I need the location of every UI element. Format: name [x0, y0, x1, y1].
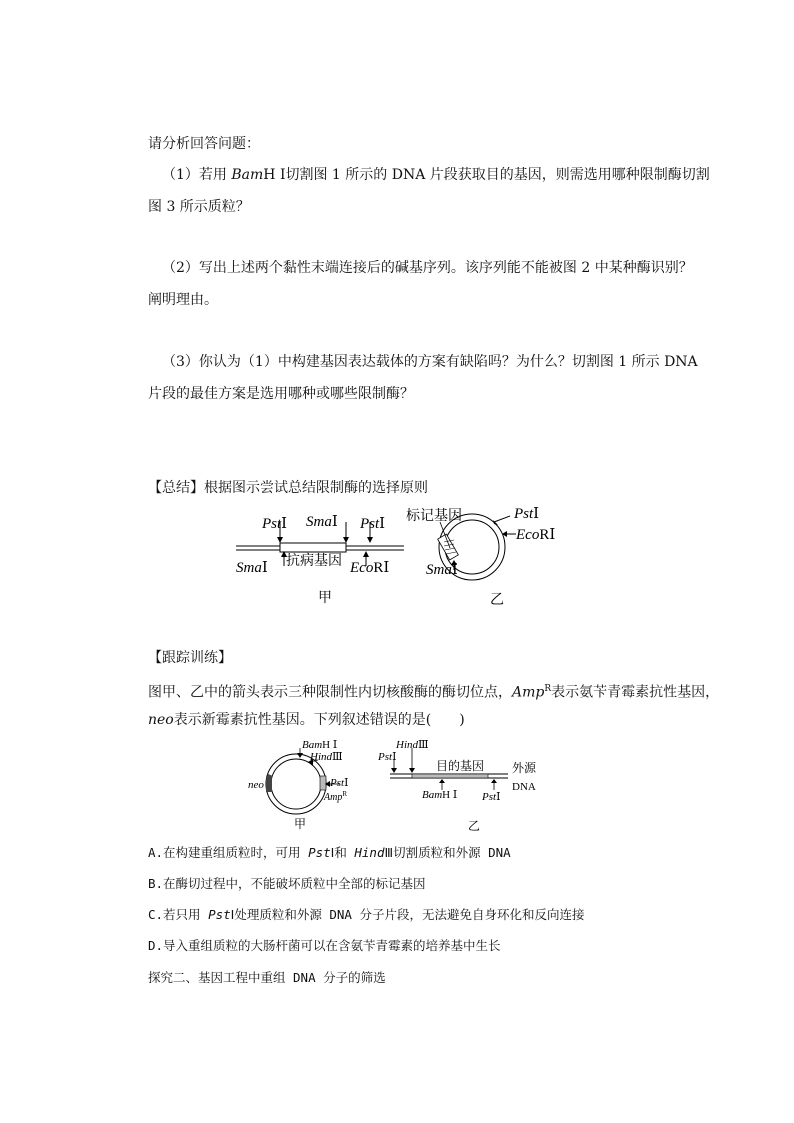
- label-marker-gene: 标记基因: [406, 509, 462, 524]
- label-sma-2: SmaⅠ: [236, 560, 268, 576]
- training-line-1: 图甲、乙中的箭头表示三种限制性内切核酸酶的酶切位点，Amp$^R$表示氨苄青霉素抗性基因，: [148, 684, 720, 701]
- question-1-line-2: 图 3 所示质粒？: [148, 199, 250, 215]
- label-hind-1: HindⅢ: [310, 751, 343, 763]
- label-pst-1: PstⅠ: [262, 516, 288, 532]
- label-target-gene: 目的基因: [436, 759, 485, 773]
- question-3-line-1: （3）你认为（1）中构建基因表达载体的方案有缺陷吗？为什么？切割图 1 所示 DNA: [162, 354, 698, 370]
- label-eco-1: EcoRⅠ: [350, 560, 390, 576]
- training-line-2: neo表示新霉素抗性基因。下列叙述错误的是( ): [148, 712, 465, 728]
- option-c: C.若只用 PstⅠ处理质粒和外源 DNA 分子片段，无法避免自身环化和反向连接: [148, 907, 585, 922]
- linear-dna-甲: [236, 543, 404, 552]
- summary-heading: 【总结】根据图示尝试总结限制酶的选择原则: [148, 480, 428, 496]
- label-pst-3: PstⅠ: [514, 506, 540, 522]
- label-neo: neo: [248, 779, 264, 791]
- section-2-heading: 探究二、基因工程中重组 DNA 分子的筛选: [148, 970, 386, 985]
- question-1-line-1: （1）若用 BamH Ⅰ切割图 1 所示的 DNA 片段获取目的基因，则需选用哪种限制酶切割: [162, 167, 710, 183]
- label-sma-1: SmaⅠ: [306, 514, 338, 530]
- label-disease-resistance-gene: 抗病基因: [286, 554, 342, 569]
- label-pst-2: PstⅠ: [360, 516, 386, 532]
- question-2-line-1: （2）写出上述两个黏性末端连接后的碱基序列。该序列能不能被图 2 中某种酶识别？: [162, 260, 693, 276]
- plasmid-甲: [266, 754, 326, 814]
- label-pst-2: PstⅠ: [378, 751, 397, 763]
- label-foreign-1: 外源: [512, 761, 537, 775]
- label-hind-2: HindⅢ: [396, 739, 429, 751]
- intro-text: 请分析回答问题：: [148, 136, 260, 152]
- foreign-dna-乙: [390, 774, 508, 778]
- figure-label-乙: 乙: [490, 593, 504, 608]
- option-b: B.在酶切过程中，不能破坏质粒中全部的标记基因: [148, 876, 426, 891]
- training-heading: 【跟踪训练】: [148, 650, 232, 666]
- question-3-line-2: 片段的最佳方案是选用哪种或哪些限制酶？: [148, 386, 414, 402]
- label-bam-2: BamH Ⅰ: [422, 789, 458, 801]
- label-pst-1: PstⅠ: [330, 777, 349, 789]
- figure-label-甲: 甲: [318, 591, 332, 606]
- figure-label-乙: 乙: [468, 819, 481, 833]
- label-amp: Amp$^R$: [324, 790, 348, 803]
- label-eco-2: EcoRⅠ: [516, 527, 556, 543]
- figure-label-甲: 甲: [294, 817, 307, 831]
- figure-restriction-sites: [228, 502, 578, 608]
- option-d: D.导入重组质粒的大肠杆菌可以在含氨苄青霉素的培养基中生长: [148, 938, 501, 953]
- option-a: A.在构建重组质粒时，可用 PstⅠ和 HindⅢ切割质粒和外源 DNA: [148, 845, 511, 860]
- question-2-line-2: 阐明理由。: [148, 292, 218, 308]
- figure-plasmid-and-foreign-dna: [246, 736, 546, 836]
- label-foreign-2: DNA: [512, 781, 536, 793]
- label-pst-3: PstⅠ: [482, 791, 501, 803]
- label-bam-1: BamH Ⅰ: [302, 739, 338, 751]
- label-sma-3: SmaⅠ: [426, 562, 458, 578]
